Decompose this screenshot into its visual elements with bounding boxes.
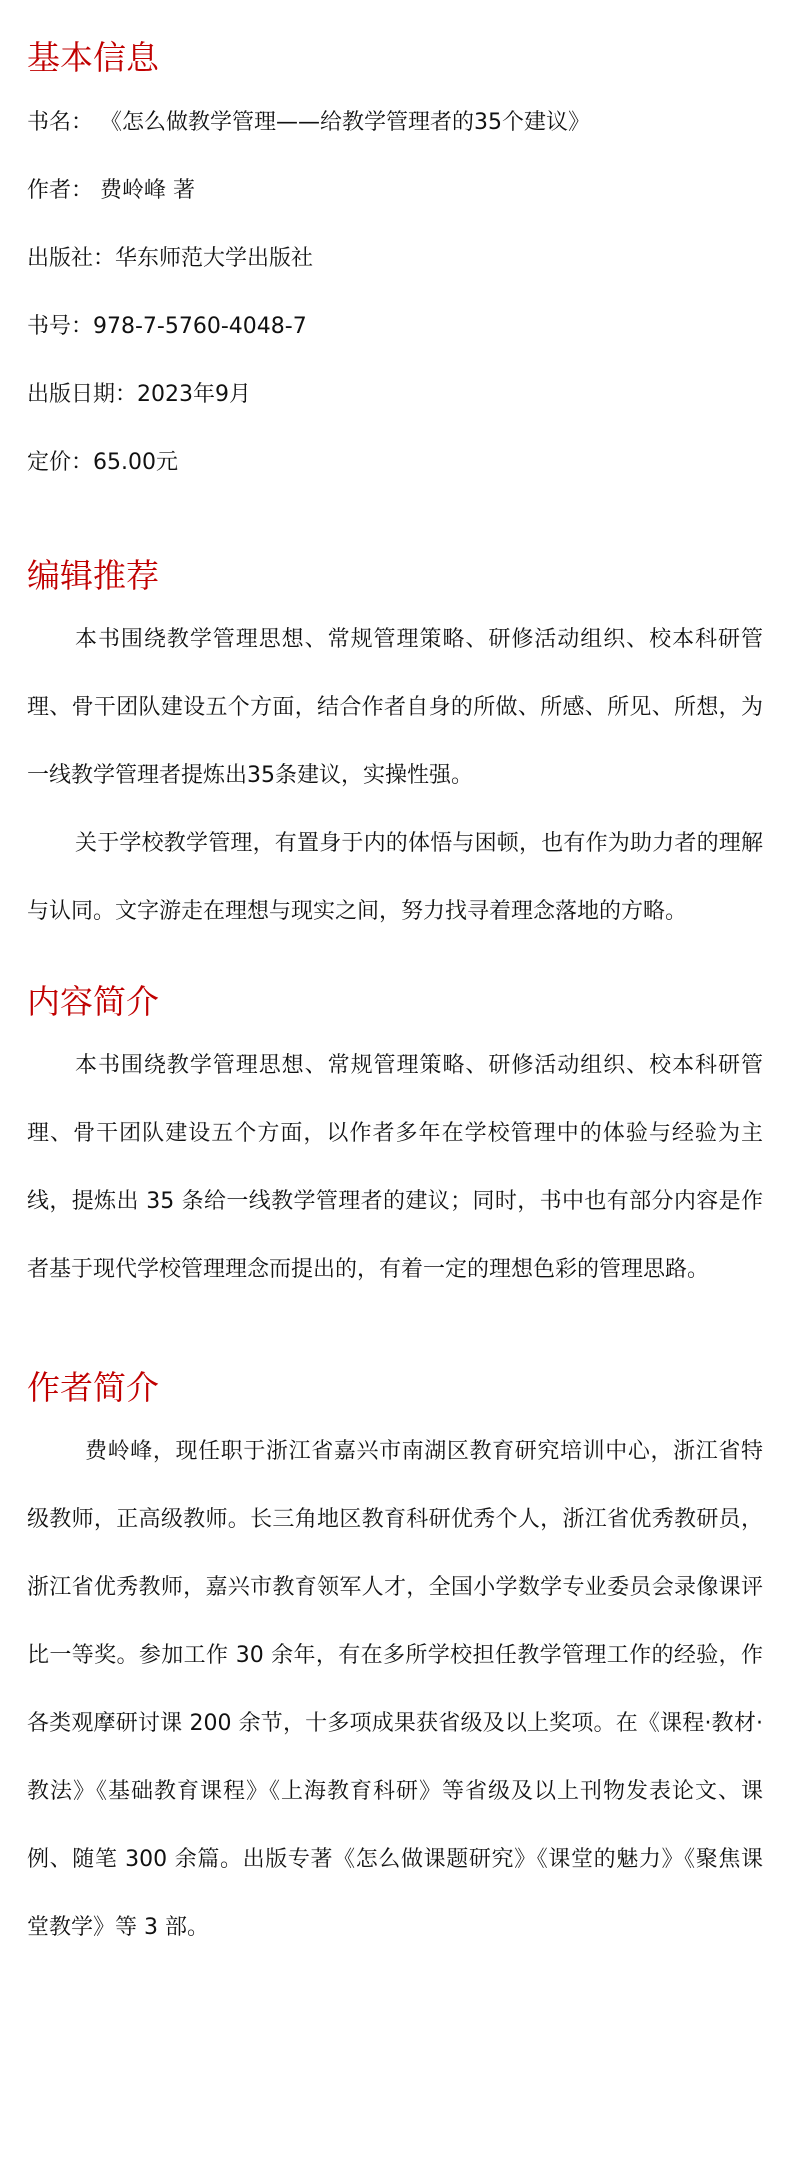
author-intro-heading: 作者简介 <box>27 1368 159 1407</box>
book-title-line: 书名： 《怎么做教学管理——给教学管理者的35个建议》 <box>27 110 590 135</box>
content-intro-paragraph: 本书围绕教学管理思想、常规管理策略、研修活动组织、校本科研管理、骨干团队建设五个方面，以作者多年在学校管理中的体验与经验为主线，提炼出 35 条给一线教学管理者的建议；同时，书中也有部分内容是作者基于现代学校管理理念而提出的，有着一定的理想色彩的管理思路。 <box>27 1053 763 1282</box>
content-intro-section <box>27 982 763 1304</box>
book-author-line: 作者： 费岭峰 著 <box>27 178 195 203</box>
author-intro-paragraph: 费岭峰，现任职于浙江省嘉兴市南湖区教育研究培训中心，浙江省特级教师，正高级教师。长三角地区教育科研优秀个人，浙江省优秀教研员，浙江省优秀教师，嘉兴市教育领军人才，全国小学数学专业委员会录像课评比一等奖。参加工作 30 余年，有在多所学校担任教学管理工作的经验，作各类观摩研讨课 200 余节，十多项成果获省级及以上奖项。在《课程·教材·教法》《基础教育课程》《上海教育科研》等省级及以上刊物发表论文、课例、随笔 300 余篇。出版专著《怎么做课题研究》《课堂的魅力》《聚焦课堂教学》等 3 部。 <box>27 1439 763 1940</box>
basic-info-section <box>27 0 763 478</box>
editor-recommend-paragraph: 本书围绕教学管理思想、常规管理策略、研修活动组织、校本科研管理、骨干团队建设五个方面，结合作者自身的所做、所感、所见、所想，为一线教学管理者提炼出35条建议，实操性强。 <box>27 627 763 788</box>
content-intro-heading: 内容简介 <box>27 982 159 1021</box>
editor-recommend-paragraph: 关于学校教学管理，有置身于内的体悟与困顿，也有作为助力者的理解与认同。文字游走在理想与现实之间，努力找寻着理念落地的方略。 <box>27 831 763 924</box>
book-price-line: 定价：65.00元 <box>27 450 178 475</box>
editor-recommend-section <box>27 556 763 946</box>
book-isbn-line: 书号：978-7-5760-4048-7 <box>27 314 307 339</box>
author-intro-section <box>27 1368 763 1962</box>
book-publisher-line: 出版社：华东师范大学出版社 <box>27 246 314 271</box>
basic-info-heading: 基本信息 <box>27 38 159 77</box>
book-date-line: 出版日期：2023年9月 <box>27 382 251 407</box>
editor-recommend-heading: 编辑推荐 <box>27 556 159 595</box>
